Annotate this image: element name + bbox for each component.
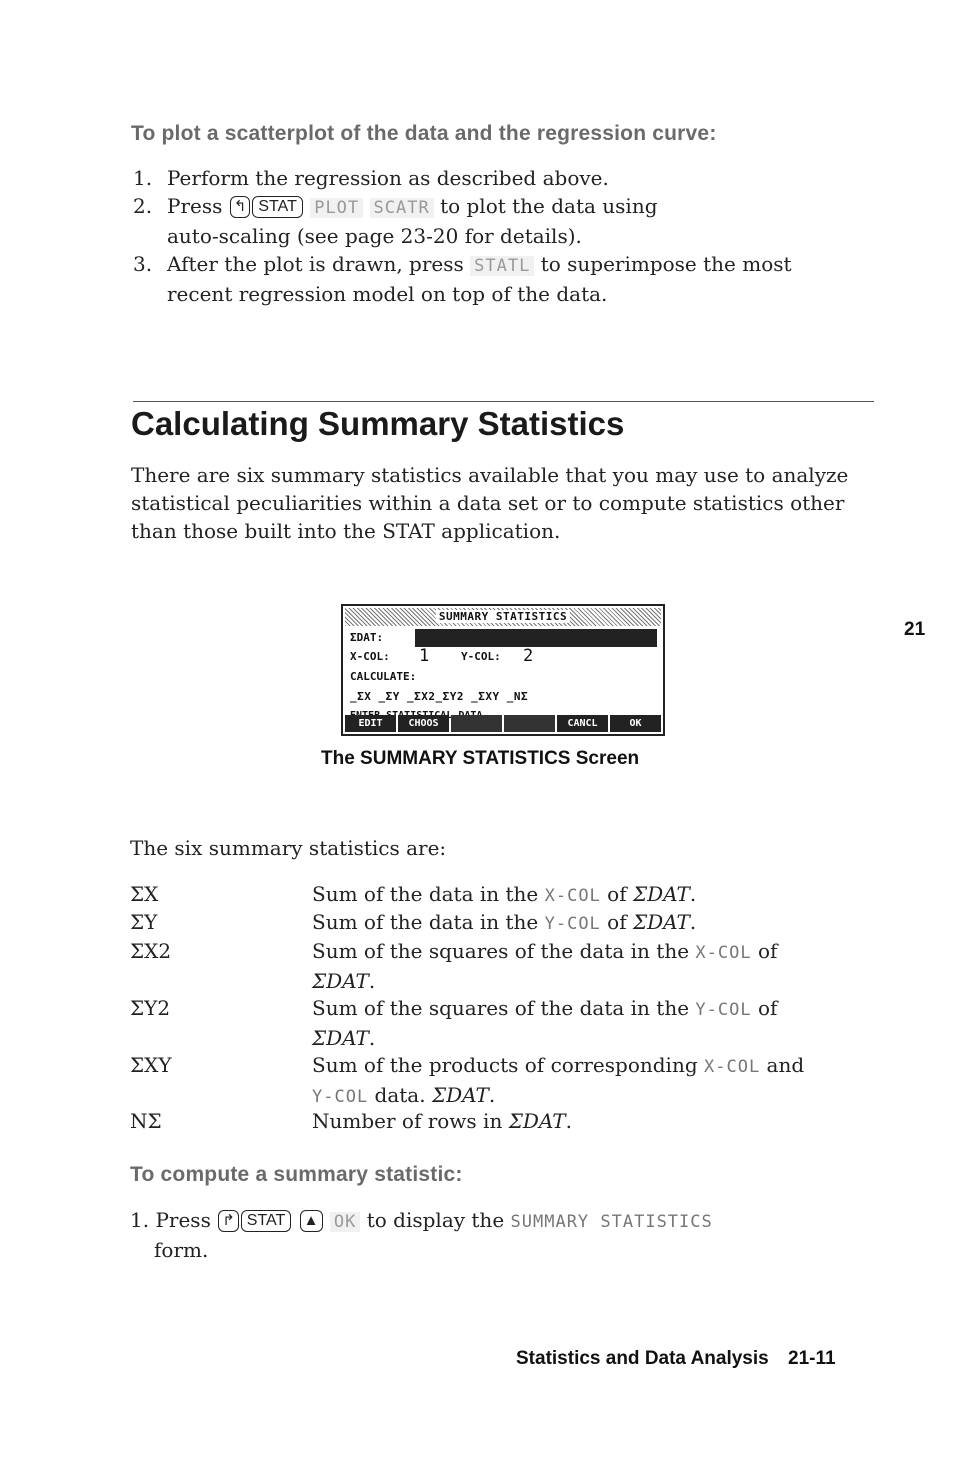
- stat-description: [312, 880, 852, 910]
- desc-text: of: [757, 939, 778, 963]
- column-name: X-COL: [704, 1057, 761, 1077]
- step-text-line2: recent regression model on top of the data.: [167, 282, 608, 306]
- ok-softkey: OK: [330, 1212, 360, 1232]
- column-name: X-COL: [544, 886, 601, 906]
- plot-softkey: PLOT: [310, 198, 363, 218]
- step-number: 1.: [130, 1208, 150, 1232]
- intro-line: statistical peculiarities within a data set or to compute statistics other: [131, 491, 845, 515]
- compute-subheading: To compute a summary statistic:: [130, 1163, 463, 1186]
- step-text: After the plot is drawn, press: [167, 252, 464, 276]
- step-text: Press: [167, 194, 223, 218]
- column-name: Y-COL: [312, 1087, 369, 1107]
- sdat-field: [415, 629, 657, 647]
- step-text-line2: auto-scaling (see page 23-20 for details).: [167, 224, 582, 248]
- column-name: Y-COL: [544, 914, 601, 934]
- choos-menu-key: CHOOS: [398, 715, 449, 732]
- calculator-screen: [341, 604, 665, 736]
- ycol-value: 2: [523, 646, 534, 666]
- step-number: 1.: [133, 166, 153, 190]
- desc-text: Number of rows in: [312, 1109, 503, 1133]
- stat-term: ΣY: [130, 910, 158, 934]
- screen-title-bar: [345, 608, 661, 626]
- sdat-name: ΣDAT: [312, 969, 369, 993]
- desc-punct: .: [689, 910, 697, 934]
- desc-text: Sum of the squares of the data in the: [312, 996, 690, 1020]
- statl-softkey: STATL: [470, 256, 534, 276]
- desc-text: data.: [374, 1083, 426, 1107]
- desc-text: Sum of the data in the: [312, 910, 539, 934]
- sdat-label: ΣDAT:: [350, 631, 384, 644]
- step-text: Perform the regression as described above.: [167, 166, 609, 190]
- page-number: 21-11: [788, 1348, 836, 1369]
- step-text: to plot the data using: [440, 194, 658, 218]
- step-number: 3.: [133, 252, 153, 276]
- sdat-name: ΣDAT: [632, 910, 690, 934]
- step-number: 2.: [133, 194, 153, 218]
- right-shift-key-icon: ↱: [218, 1210, 239, 1232]
- desc-text: of: [607, 910, 627, 934]
- form-name: SUMMARY STATISTICS: [510, 1212, 713, 1232]
- step-text-line2: form.: [154, 1238, 209, 1262]
- edit-menu-key: EDIT: [345, 715, 396, 732]
- intro-line: There are six summary statistics available that you may use to analyze: [131, 463, 849, 487]
- sdat-name: ΣDAT: [508, 1109, 566, 1133]
- left-shift-key-icon: ↰: [230, 196, 251, 218]
- ok-menu-key: OK: [610, 715, 661, 732]
- stat-description: [312, 1107, 852, 1135]
- ycol-label: Y-COL:: [461, 650, 501, 663]
- list-item: [133, 250, 853, 308]
- xcol-value: 1: [419, 646, 430, 666]
- desc-text: Sum of the products of corresponding: [312, 1053, 698, 1077]
- statistic-options: _ΣX _ΣY _ΣX2_ΣY2 _ΣXY _NΣ: [350, 690, 529, 703]
- footer-title: Statistics and Data Analysis: [516, 1348, 769, 1369]
- column-name: Y-COL: [695, 1000, 752, 1020]
- screen-title: SUMMARY STATISTICS: [436, 610, 570, 623]
- stat-term: ΣX2: [130, 939, 172, 963]
- stat-term: ΣY2: [130, 996, 171, 1020]
- compute-step: [130, 1206, 890, 1264]
- page-footer: [516, 1348, 836, 1370]
- stat-key: STAT: [241, 1210, 292, 1232]
- sdat-name: ΣDAT: [632, 882, 690, 906]
- desc-text: Sum of the squares of the data in the: [312, 939, 690, 963]
- step-text: to display the: [366, 1208, 505, 1232]
- stat-description: Sum of the squares of the data in the Y-COL of ΣDAT.: [312, 996, 778, 1050]
- stat-term: ΣX: [130, 882, 159, 906]
- scatr-softkey: SCATR: [370, 198, 434, 218]
- figure-caption: The SUMMARY STATISTICS Screen: [321, 748, 640, 769]
- stat-description: Sum of the products of corresponding X-COL and Y-COL data. ΣDAT.: [312, 1053, 805, 1107]
- stat-key: STAT: [252, 196, 303, 218]
- desc-text: of: [607, 882, 627, 906]
- sdat-name: ΣDAT: [312, 1026, 369, 1050]
- calculate-label: CALCULATE:: [350, 670, 417, 683]
- blank-menu-key: [504, 715, 555, 732]
- sdat-name: ΣDAT: [431, 1083, 489, 1107]
- xcol-label: X-COL:: [350, 650, 390, 663]
- column-name: X-COL: [695, 943, 752, 963]
- scatter-steps: [133, 164, 853, 308]
- blank-menu-key: [451, 715, 502, 732]
- scatter-subheading: To plot a scatterplot of the data and the regression curve:: [131, 122, 717, 145]
- stat-description: Sum of the squares of the data in the X-COL of ΣDAT.: [312, 939, 778, 993]
- stat-description: [312, 908, 852, 938]
- step-text: Press: [155, 1208, 211, 1232]
- list-item: [133, 192, 853, 250]
- softkey-menu: [345, 715, 661, 732]
- chapter-tab: 21: [904, 619, 926, 640]
- step-text: to superimpose the most: [540, 252, 792, 276]
- stat-term: NΣ: [130, 1109, 162, 1133]
- intro-line: than those built into the STAT application.: [131, 519, 561, 543]
- section-intro: [131, 461, 891, 545]
- stat-term: ΣXY: [130, 1053, 172, 1077]
- desc-punct: .: [689, 882, 697, 906]
- up-arrow-key-icon: ▲: [300, 1210, 323, 1232]
- desc-text: of: [757, 996, 778, 1020]
- stats-intro: The six summary statistics are:: [130, 836, 447, 860]
- list-item: [133, 164, 853, 192]
- desc-punct: .: [565, 1109, 572, 1133]
- section-title: Calculating Summary Statistics: [131, 405, 625, 442]
- desc-text: Sum of the data in the: [312, 882, 539, 906]
- cancl-menu-key: CANCL: [557, 715, 608, 732]
- section-divider: [133, 401, 874, 402]
- desc-text: and: [766, 1053, 805, 1077]
